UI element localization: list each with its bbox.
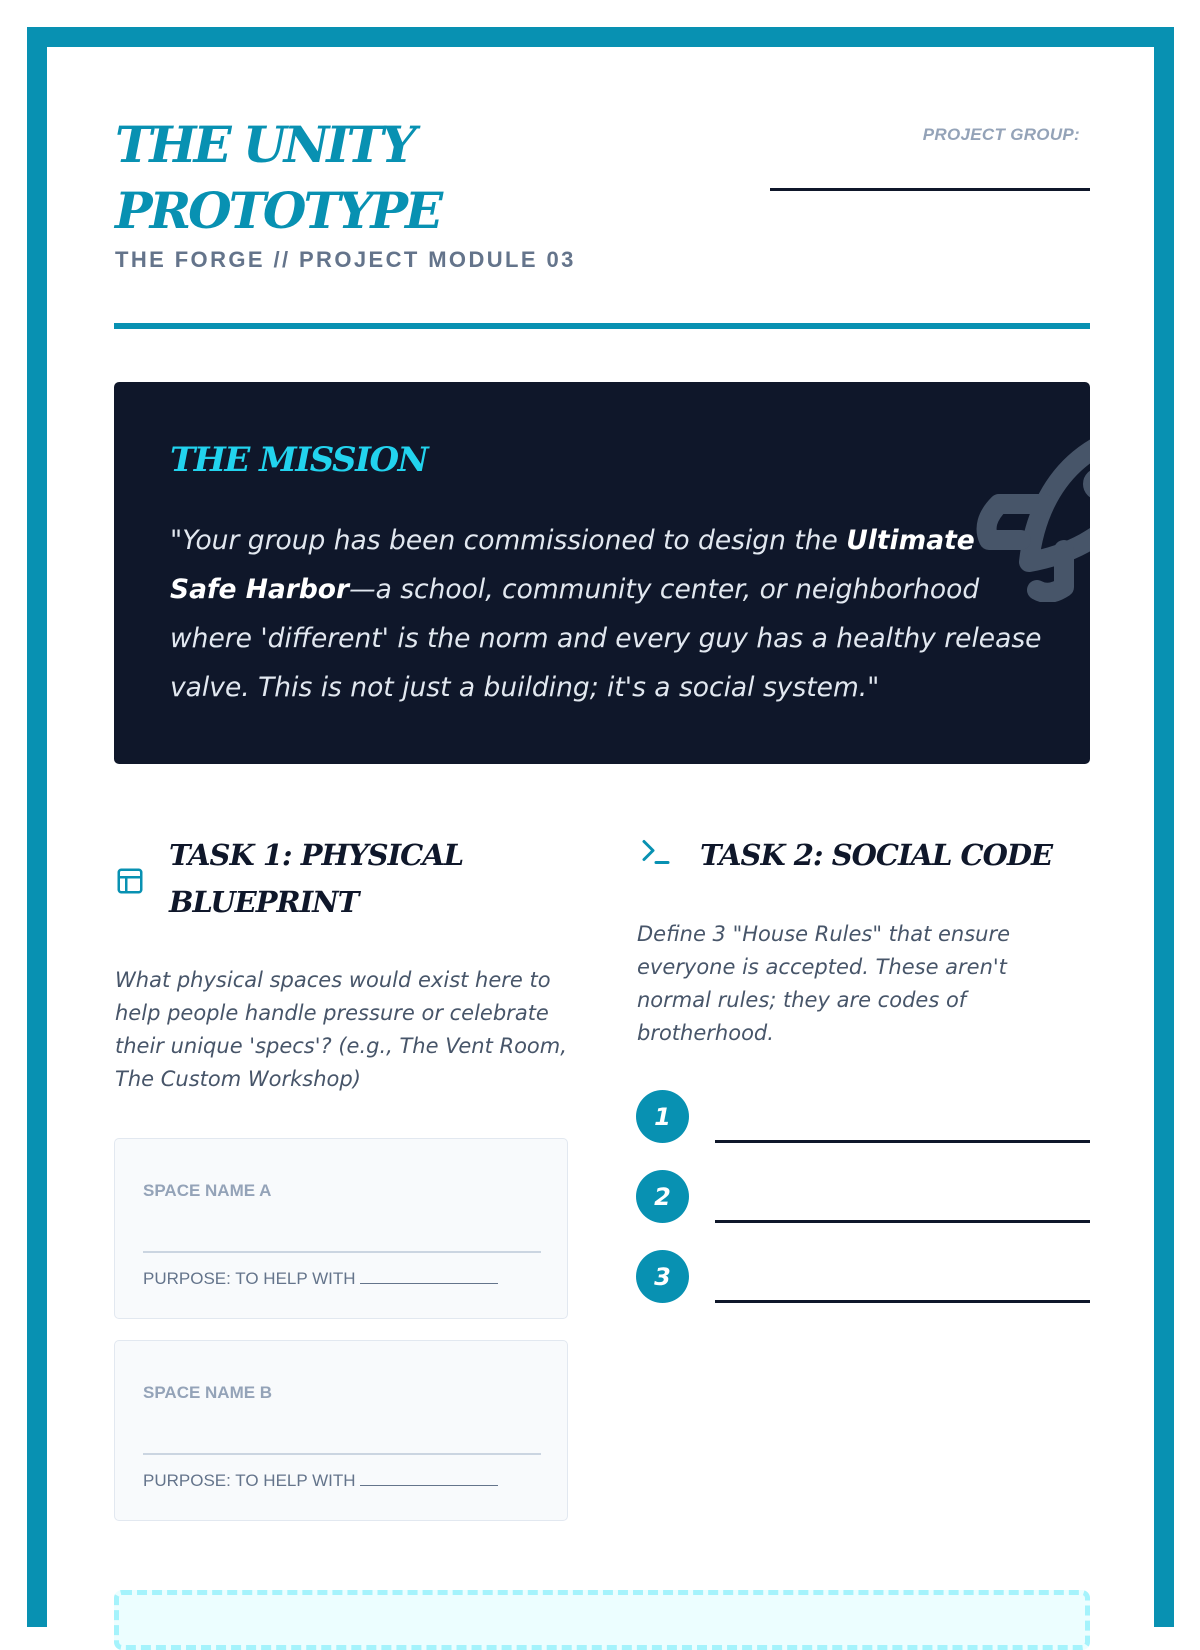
dashed-section-box (114, 1590, 1090, 1650)
task1-title: TASK 1: PHYSICAL BLUEPRINT (169, 838, 464, 919)
house-rule-3 (636, 1250, 1091, 1306)
task1-heading (115, 832, 575, 926)
task1-description: What physical spaces would exist here to help people handle pressure or celebrate their unique 'specs'? (e.g., The Vent Room, The Custom Workshop) (115, 968, 567, 1091)
house-rule-2 (636, 1170, 1091, 1226)
purpose-blank-b[interactable] (360, 1469, 498, 1486)
task2-title: TASK 2: SOCIAL CODE (700, 838, 1053, 872)
space-name-field-b[interactable] (143, 1453, 541, 1455)
page-title: THE UNITY PROTOTYPE (115, 115, 441, 240)
rule-number-badge: 2 (636, 1170, 689, 1223)
space-card-b[interactable] (114, 1340, 568, 1521)
layout-icon (115, 866, 145, 896)
space-name-field-a[interactable] (143, 1251, 541, 1253)
rule-number-badge: 3 (636, 1250, 689, 1303)
terminal-icon (638, 834, 674, 870)
mission-quote: "Your group has been commissioned to design the Ultimate Safe Harbor—a school, community center, or neighborhood where 'different' is the norm and every guy has a healthy release valve. This is not just a building; it's a social system." (170, 525, 1042, 703)
project-group-label: PROJECT GROUP: (922, 125, 1080, 144)
task2-heading (638, 832, 1098, 879)
mission-panel (114, 382, 1090, 764)
mission-quote-emphasis: Ultimate Safe Harbor (170, 525, 975, 605)
mission-title: THE MISSION (170, 440, 428, 480)
page-subtitle: THE FORGE // PROJECT MODULE 03 (115, 247, 576, 272)
rule-number-badge: 1 (636, 1090, 689, 1143)
space-purpose-a: PURPOSE: TO HELP WITH (143, 1267, 498, 1289)
rule-input-line[interactable] (715, 1140, 1090, 1143)
rule-input-line[interactable] (715, 1220, 1090, 1223)
space-label-a: SPACE NAME A (143, 1181, 272, 1200)
space-card-a[interactable] (114, 1138, 568, 1319)
header-divider (114, 323, 1090, 329)
project-group-field[interactable] (770, 188, 1090, 191)
space-label-b: SPACE NAME B (143, 1383, 273, 1402)
house-rule-1 (636, 1090, 1091, 1146)
space-purpose-b: PURPOSE: TO HELP WITH (143, 1469, 498, 1491)
rule-input-line[interactable] (715, 1300, 1090, 1303)
purpose-blank-a[interactable] (360, 1267, 498, 1284)
task2-description: Define 3 "House Rules" that ensure everyone is accepted. These aren't normal rules; they are codes of brotherhood. (637, 922, 1011, 1045)
